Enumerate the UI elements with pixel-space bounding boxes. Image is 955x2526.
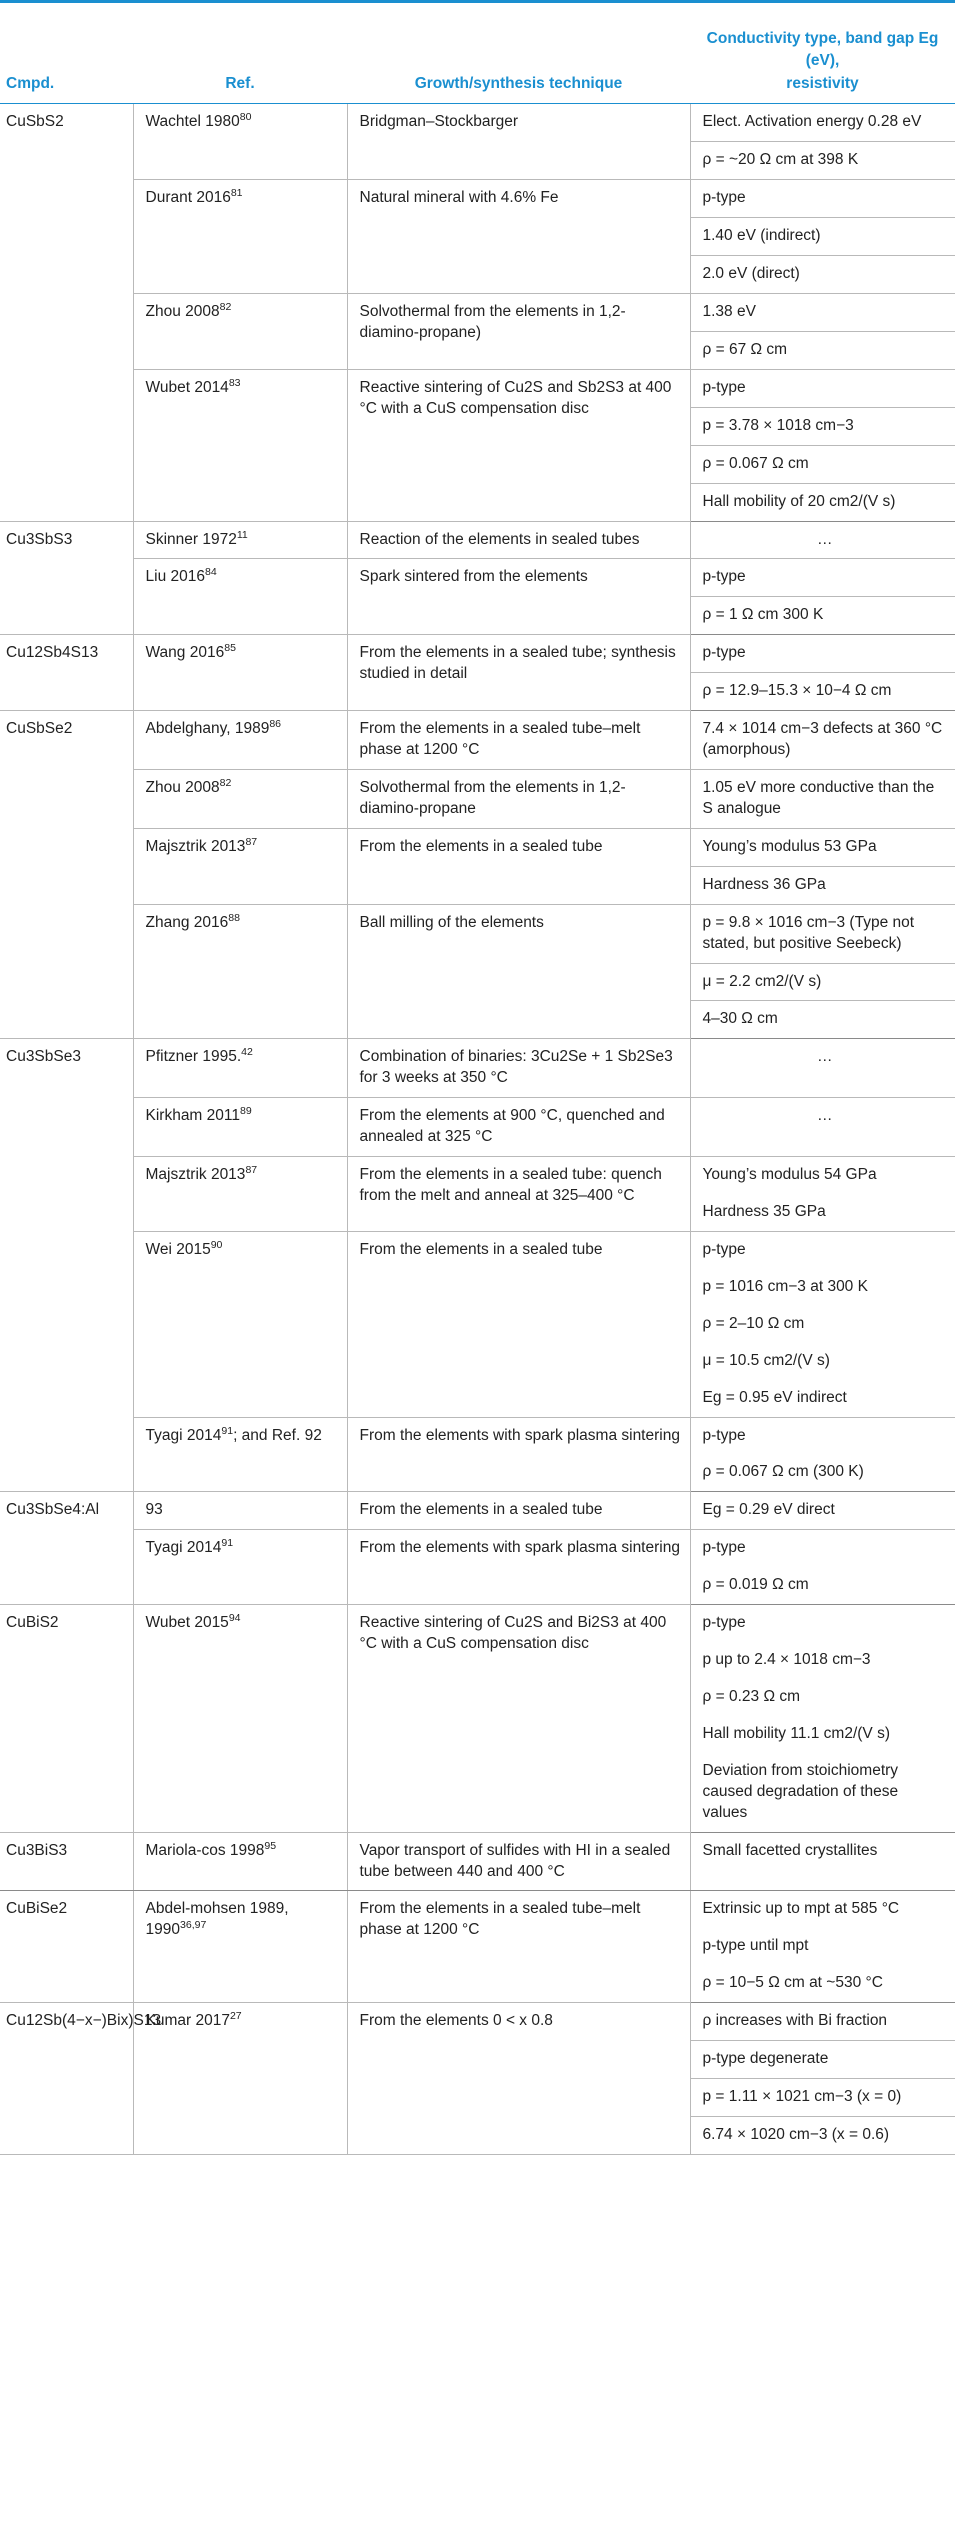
- technique-cell: Solvothermal from the elements in 1,2-diamino-propane: [347, 770, 690, 829]
- property-cell: ρ = 12.9–15.3 × 10−4 Ω cm: [690, 673, 955, 711]
- property-cell: p = 9.8 × 1016 cm−3 (Type not stated, but positive Seebeck): [690, 904, 955, 963]
- table-row: [0, 2003, 955, 2041]
- property-cell: 1.05 eV more conductive than the S analogue: [690, 770, 955, 829]
- property-cell: p-type degenerate: [690, 2041, 955, 2079]
- table-row: [0, 1530, 955, 1567]
- property-cell: Young’s modulus 54 GPa: [702, 1166, 877, 1184]
- property-cell: p-type until mpt: [702, 1937, 809, 1955]
- header-technique: Growth/synthesis technique: [347, 22, 690, 104]
- technique-cell: From the elements in a sealed tube; synthesis studied in detail: [347, 635, 690, 711]
- ref-cell: Liu 2016$^{84}$: [133, 559, 347, 635]
- property-cell: Deviation from stoichiometry caused degradation of these values: [690, 1753, 955, 1832]
- table-row: [0, 1891, 955, 1928]
- compound-cell: Cu3SbS3: [0, 521, 133, 635]
- ref-cell: Tyagi 2014$^{91}$: [133, 1530, 347, 1605]
- ref-cell: Durant 2016$^{81}$: [133, 180, 347, 294]
- table-row: [0, 904, 955, 963]
- property-cell: Eg = 0.29 eV direct: [690, 1492, 955, 1530]
- table-row: [0, 770, 955, 829]
- header-cmpd: Cmpd.: [0, 22, 133, 104]
- property-cell: 6.74 × 1020 cm−3 (x = 0.6): [690, 2116, 955, 2154]
- table-row: [0, 369, 955, 407]
- property-cell: p = 1.11 × 1021 cm−3 (x = 0): [690, 2079, 955, 2117]
- table-row: [0, 104, 955, 142]
- ref-cell: Skinner 1972$^{11}$: [133, 521, 347, 559]
- compound-cell: Cu3SbSe4:Al: [0, 1492, 133, 1605]
- property-cell: Eg = 0.95 eV indirect: [690, 1380, 955, 1417]
- property-cell: ρ = 2–10 Ω cm: [702, 1314, 805, 1332]
- technique-cell: Reactive sintering of Cu2S and Bi2S3 at 400 °C with a CuS compensation disc: [347, 1605, 690, 1832]
- property-cell: p-type: [702, 1614, 746, 1632]
- ref-cell: Kumar 2017$^{27}$: [133, 2003, 347, 2155]
- table-row: [0, 294, 955, 332]
- technique-cell: Reactive sintering of Cu2S and Sb2S3 at 400 °C with a CuS compensation disc: [347, 369, 690, 521]
- technique-cell: Natural mineral with 4.6% Fe: [347, 180, 690, 294]
- technique-cell: From the elements in a sealed tube: [347, 828, 690, 904]
- ref-cell: Zhang 2016$^{88}$: [133, 904, 347, 1039]
- property-cell: p = 1016 cm−3 at 300 K: [702, 1277, 868, 1295]
- property-cell: μ = 2.2 cm2/(V s): [690, 963, 955, 1001]
- table-row: [0, 1832, 955, 1891]
- table-row: [0, 1098, 955, 1157]
- table-row: [0, 1605, 955, 1642]
- technique-cell: From the elements in a sealed tube–melt phase at 1200 °C: [347, 1891, 690, 2003]
- technique-cell: Solvothermal from the elements in 1,2-diamino-propane): [347, 294, 690, 370]
- table-row: [0, 559, 955, 597]
- table-row: [0, 1231, 955, 1268]
- ref-cell: Zhou 2008$^{82}$: [133, 294, 347, 370]
- property-cell: Hall mobility of 20 cm2/(V s): [690, 483, 955, 521]
- property-cell: ρ = 0.067 Ω cm (300 K): [690, 1454, 955, 1491]
- table-header-row: [0, 22, 955, 104]
- technique-cell: From the elements 0 < x 0.8: [347, 2003, 690, 2155]
- table-row: [0, 1157, 955, 1194]
- property-cell: p-type: [690, 635, 955, 673]
- property-cell: Hardness 36 GPa: [690, 866, 955, 904]
- compound-cell: CuSbSe2: [0, 711, 133, 1039]
- property-cell: μ = 10.5 cm2/(V s): [702, 1351, 830, 1369]
- property-cell: Elect. Activation energy 0.28 eV: [690, 104, 955, 142]
- property-cell: ρ = 10−5 Ω cm at ~530 °C: [690, 1965, 955, 2002]
- table-row: [0, 635, 955, 673]
- semiconductor-properties-table: [0, 22, 955, 2155]
- technique-cell: From the elements in a sealed tube: quench from the melt and anneal at 325–400 °C: [347, 1157, 690, 1232]
- table-row: [0, 711, 955, 770]
- property-cell: …: [690, 1039, 955, 1098]
- table-row: [0, 1492, 955, 1530]
- technique-cell: From the elements in a sealed tube: [347, 1492, 690, 1530]
- table-row: [0, 1039, 955, 1098]
- property-cell: ρ = 1 Ω cm 300 K: [690, 597, 955, 635]
- compound-cell: CuBiS2: [0, 1605, 133, 1832]
- ref-cell: 93: [133, 1492, 347, 1530]
- property-cell: ρ = 0.23 Ω cm: [702, 1687, 801, 1705]
- property-cell: p = 3.78 × 1018 cm−3: [690, 407, 955, 445]
- compound-cell: Cu3SbSe3: [0, 1039, 133, 1492]
- technique-cell: From the elements in a sealed tube–melt phase at 1200 °C: [347, 711, 690, 770]
- property-cell: 7.4 × 1014 cm−3 defects at 360 °C (amorphous): [690, 711, 955, 770]
- ref-cell: Tyagi 2014$^{91}$; and Ref. 92: [133, 1417, 347, 1492]
- compound-cell: Cu12Sb4S13: [0, 635, 133, 711]
- property-cell: Small facetted crystallites: [690, 1832, 955, 1891]
- technique-cell: From the elements at 900 °C, quenched and annealed at 325 °C: [347, 1098, 690, 1157]
- property-cell: ρ = 0.019 Ω cm: [690, 1567, 955, 1604]
- table-row: [0, 1417, 955, 1454]
- technique-cell: Reaction of the elements in sealed tubes: [347, 521, 690, 559]
- technique-cell: From the elements with spark plasma sintering: [347, 1417, 690, 1492]
- property-cell: Hardness 35 GPa: [690, 1194, 955, 1231]
- property-cell: 1.40 eV (indirect): [690, 218, 955, 256]
- header-ref: Ref.: [133, 22, 347, 104]
- property-cell: …: [690, 521, 955, 559]
- property-cell: ρ increases with Bi fraction: [690, 2003, 955, 2041]
- compound-cell: CuBiSe2: [0, 1891, 133, 2003]
- ref-cell: Pfitzner 1995.42: [133, 1039, 347, 1098]
- technique-cell: Spark sintered from the elements: [347, 559, 690, 635]
- technique-cell: From the elements with spark plasma sintering: [347, 1530, 690, 1605]
- property-cell: Young’s modulus 53 GPa: [690, 828, 955, 866]
- top-accent-rule: [0, 0, 955, 3]
- technique-cell: Vapor transport of sulfides with HI in a sealed tube between 440 and 400 °C: [347, 1832, 690, 1891]
- property-cell: ρ = 0.067 Ω cm: [690, 445, 955, 483]
- property-cell: p-type: [690, 180, 955, 218]
- property-cell: Extrinsic up to mpt at 585 °C: [702, 1900, 900, 1918]
- property-cell: p-type: [702, 1240, 746, 1258]
- property-cell: p-type: [690, 559, 955, 597]
- ref-cell: Zhou 2008$^{82}$: [133, 770, 347, 829]
- property-cell: ρ = ~20 Ω cm at 398 K: [690, 142, 955, 180]
- ref-cell: Wachtel 1980$^{80}$: [133, 104, 347, 180]
- property-cell: ρ = 67 Ω cm: [690, 331, 955, 369]
- header-conductivity: Conductivity type, band gap Eg (eV), resistivity: [690, 22, 955, 104]
- table-row: [0, 180, 955, 218]
- technique-cell: Ball milling of the elements: [347, 904, 690, 1039]
- ref-cell: Kirkham 2011$^{89}$: [133, 1098, 347, 1157]
- property-cell: Hall mobility 11.1 cm2/(V s): [702, 1724, 890, 1742]
- technique-cell: From the elements in a sealed tube: [347, 1231, 690, 1417]
- property-cell: p-type: [702, 1426, 746, 1444]
- ref-cell: Majsztrik 2013$^{87}$: [133, 1157, 347, 1232]
- table-row: [0, 521, 955, 559]
- ref-cell: Abdelghany, 1989$^{86}$: [133, 711, 347, 770]
- property-cell: 1.38 eV: [690, 294, 955, 332]
- ref-cell: Wubet 2015$^{94}$: [133, 1605, 347, 1832]
- property-cell: …: [690, 1098, 955, 1157]
- ref-cell: Wubet 2014$^{83}$: [133, 369, 347, 521]
- technique-cell: Combination of binaries: 3Cu2Se + 1 Sb2Se3 for 3 weeks at 350 °C: [347, 1039, 690, 1098]
- property-cell: p-type: [702, 1539, 746, 1557]
- ref-cell: Mariola-cos 1998$^{95}$: [133, 1832, 347, 1891]
- compound-cell: Cu3BiS3: [0, 1832, 133, 1891]
- compound-cell: Cu12Sb(4−x−)Bix)S13: [0, 2003, 133, 2155]
- property-cell: p-type: [690, 369, 955, 407]
- property-cell: p up to 2.4 × 1018 cm−3: [702, 1651, 871, 1669]
- property-cell: 2.0 eV (direct): [690, 256, 955, 294]
- ref-cell: Abdel-mohsen 1989, 1990$^{36,97}$: [133, 1891, 347, 2003]
- ref-cell: Wei 2015$^{90}$: [133, 1231, 347, 1417]
- compound-cell: CuSbS2: [0, 104, 133, 521]
- property-cell: 4–30 Ω cm: [690, 1001, 955, 1039]
- table-row: [0, 828, 955, 866]
- technique-cell: Bridgman–Stockbarger: [347, 104, 690, 180]
- ref-cell: Majsztrik 2013$^{87}$: [133, 828, 347, 904]
- ref-cell: Wang 2016$^{85}$: [133, 635, 347, 711]
